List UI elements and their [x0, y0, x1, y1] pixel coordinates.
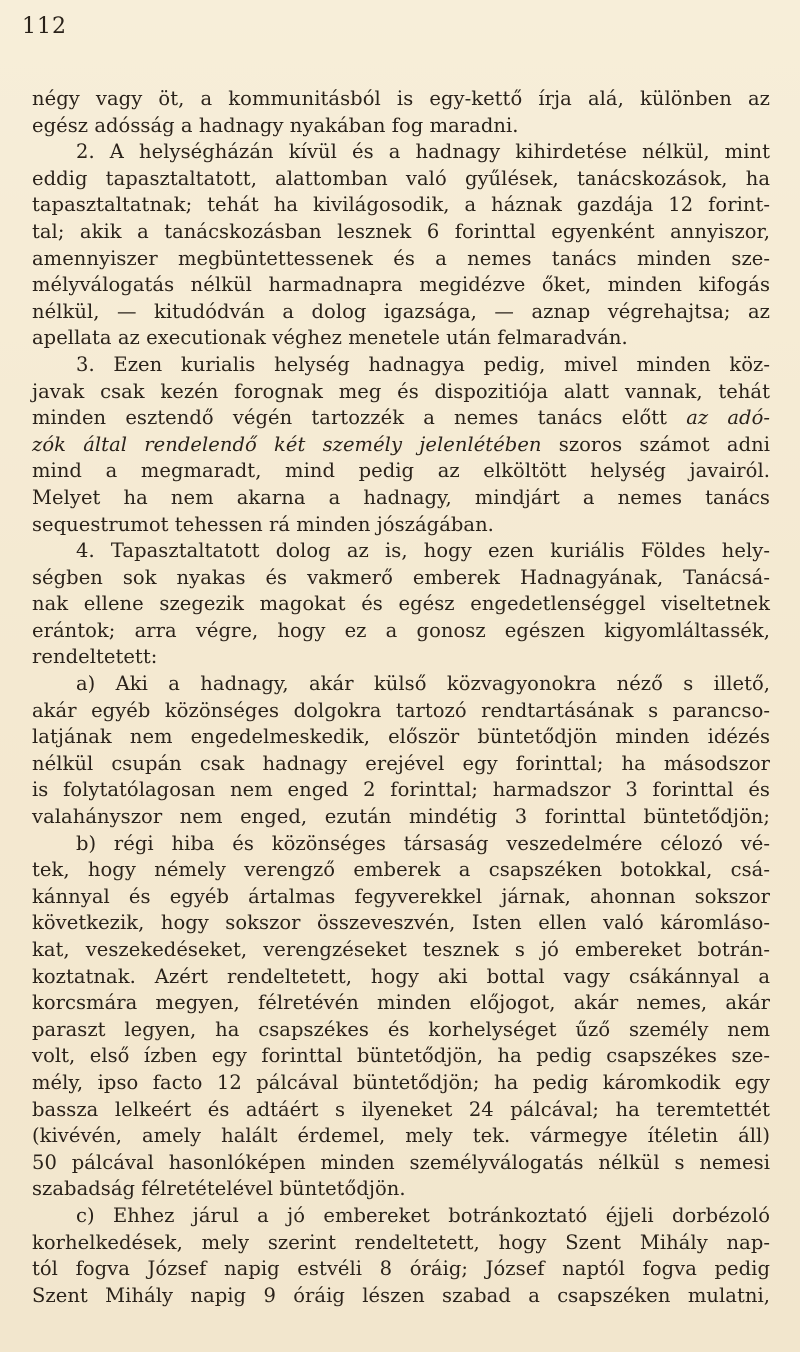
- text-line: tal; akik a tanácskozásban lesznek 6 forinttal egyenként annyiszor,: [32, 219, 770, 243]
- text-line: erántok; arra végre, hogy ez a gonosz egészen kigyomláltassék,: [32, 618, 770, 642]
- text-line: egész adósság a hadnagy nyakában fog maradni.: [32, 113, 519, 137]
- text-line: (kivévén, amely halált érdemel, mely tek. vármegye ítéletin áll): [32, 1124, 770, 1148]
- text-line: kat, veszekedéseket, verengzéseket tesznek s jó embereket botrán-: [32, 938, 770, 961]
- text-line: latjának nem engedelmeskedik, először büntetődjön minden idézés: [32, 725, 770, 749]
- text-line: négy vagy öt, a kommunitásból is egy-kettő írja alá, különben az: [32, 87, 770, 110]
- text-line: [32, 432, 770, 459]
- text-line: tapasztaltatnak; tehát ha kivilágosodik, a háznak gazdája 12 forint-: [32, 193, 770, 217]
- text-line: 3. Ezen kurialis helység hadnagya pedig, mivel minden köz-: [76, 352, 770, 376]
- text-line: korhelkedések, mely szerint rendeltetett, hogy Szent Mihály nap-: [32, 1230, 770, 1254]
- text-line: a) Aki a hadnagy, akár külső közvagyonokra néző s illető,: [76, 672, 770, 696]
- text-line: Melyet ha nem akarna a hadnagy, mindjárt a nemes tanács: [32, 485, 770, 509]
- text-line: 2. A helységházán kívül és a hadnagy kihirdetése nélkül, mint: [76, 140, 770, 164]
- text-line: Szent Mihály napig 9 óráig lészen szabad a csapszéken mulatni,: [32, 1283, 770, 1307]
- text-line: [32, 405, 770, 432]
- text-line: koztatnak. Azért rendeltetett, hogy aki bottal vagy csákánnyal a: [32, 964, 770, 988]
- text-line: korcsmára megyen, félretévén minden előjogot, akár nemes, akár: [32, 991, 770, 1015]
- text-line: tek, hogy némely verengző emberek a csapszéken botokkal, csá-: [32, 858, 770, 882]
- text-line: c) Ehhez járul a jó embereket botránkoztató éjjeli dorbézoló: [76, 1203, 770, 1227]
- text-line: mélyválogatás nélkül harmadnapra megidézve őket, minden kifogás: [32, 273, 770, 297]
- text-line: nélkül, — kitudódván a dolog igazsága, — aznap végrehajtsa; az: [32, 299, 770, 323]
- text-line: b) régi hiba és közönséges társaság veszedelmére célozó vé-: [76, 831, 770, 855]
- text-line: sequestrumot tehessen rá minden jószágában.: [32, 512, 494, 536]
- text-line: nak ellene szegezik magokat és egész engedetlenséggel viseltetnek: [32, 592, 770, 616]
- text-line: javak csak kezén forognak meg és dispozitiója alatt vannak, tehát: [32, 379, 770, 403]
- text-line: nélkül csupán csak hadnagy erejével egy forinttal; ha másodszor: [32, 751, 770, 775]
- text-line: amennyiszer megbüntettessenek és a nemes tanács minden sze-: [32, 246, 770, 270]
- text-line: bassza lelkeért és adtáért s ilyeneket 24 pálcával; ha teremtettét: [32, 1097, 770, 1121]
- text-line: tól fogva József napig estvéli 8 óráig; József naptól fogva pedig: [32, 1257, 770, 1281]
- text-line: paraszt legyen, ha csapszékes és korhelységet űző személy nem: [32, 1017, 770, 1041]
- text-line: 4. Tapasztaltatott dolog az is, hogy ezen kuriális Földes hely-: [76, 539, 770, 563]
- italic-segment: zók által rendelendő két személy jelenlétében: [32, 432, 542, 456]
- text-line: eddig tapasztaltatott, alattomban való gyűlések, tanácskozások, ha: [32, 166, 770, 190]
- text-line: apellata az executionak véghez menetele után felmaradván.: [32, 326, 628, 350]
- body-text: [32, 86, 770, 1309]
- text-line: volt, első ízben egy forinttal büntetődjön, ha pedig csapszékes sze-: [32, 1044, 770, 1068]
- text-line: valahányszor nem enged, ezután mindétig 3 forinttal büntetődjön;: [32, 805, 770, 829]
- text-line: rendeltetett:: [32, 645, 158, 669]
- text-segment: minden esztendő végén tartozzék a nemes tanács előtt: [32, 406, 687, 430]
- text-line: mély, ipso facto 12 pálcával büntetődjön; ha pedig káromkodik egy: [32, 1070, 770, 1094]
- text-line: 50 pálcával hasonlóképen minden személyválogatás nélkül s nemesi: [32, 1150, 770, 1174]
- page-number: 112: [22, 14, 67, 39]
- italic-segment: az adó-: [686, 406, 771, 430]
- text-line: akár egyéb közönséges dolgokra tartozó rendtartásának s parancso-: [32, 698, 770, 722]
- text-segment: szoros számot adni: [541, 432, 771, 456]
- text-line: mind a megmaradt, mind pedig az elköltött helység javairól.: [32, 459, 770, 483]
- text-line: következik, hogy sokszor összeveszvén, Isten ellen való káromláso-: [32, 911, 770, 935]
- text-line: is folytatólagosan nem enged 2 forinttal; harmadszor 3 forinttal és: [32, 778, 770, 802]
- text-line: szabadság félretételével büntetődjön.: [32, 1177, 406, 1201]
- text-line: ségben sok nyakas és vakmerő emberek Hadnagyának, Tanácsá-: [32, 565, 770, 589]
- text-line: kánnyal és egyéb ártalmas fegyverekkel járnak, ahonnan sokszor: [32, 884, 770, 908]
